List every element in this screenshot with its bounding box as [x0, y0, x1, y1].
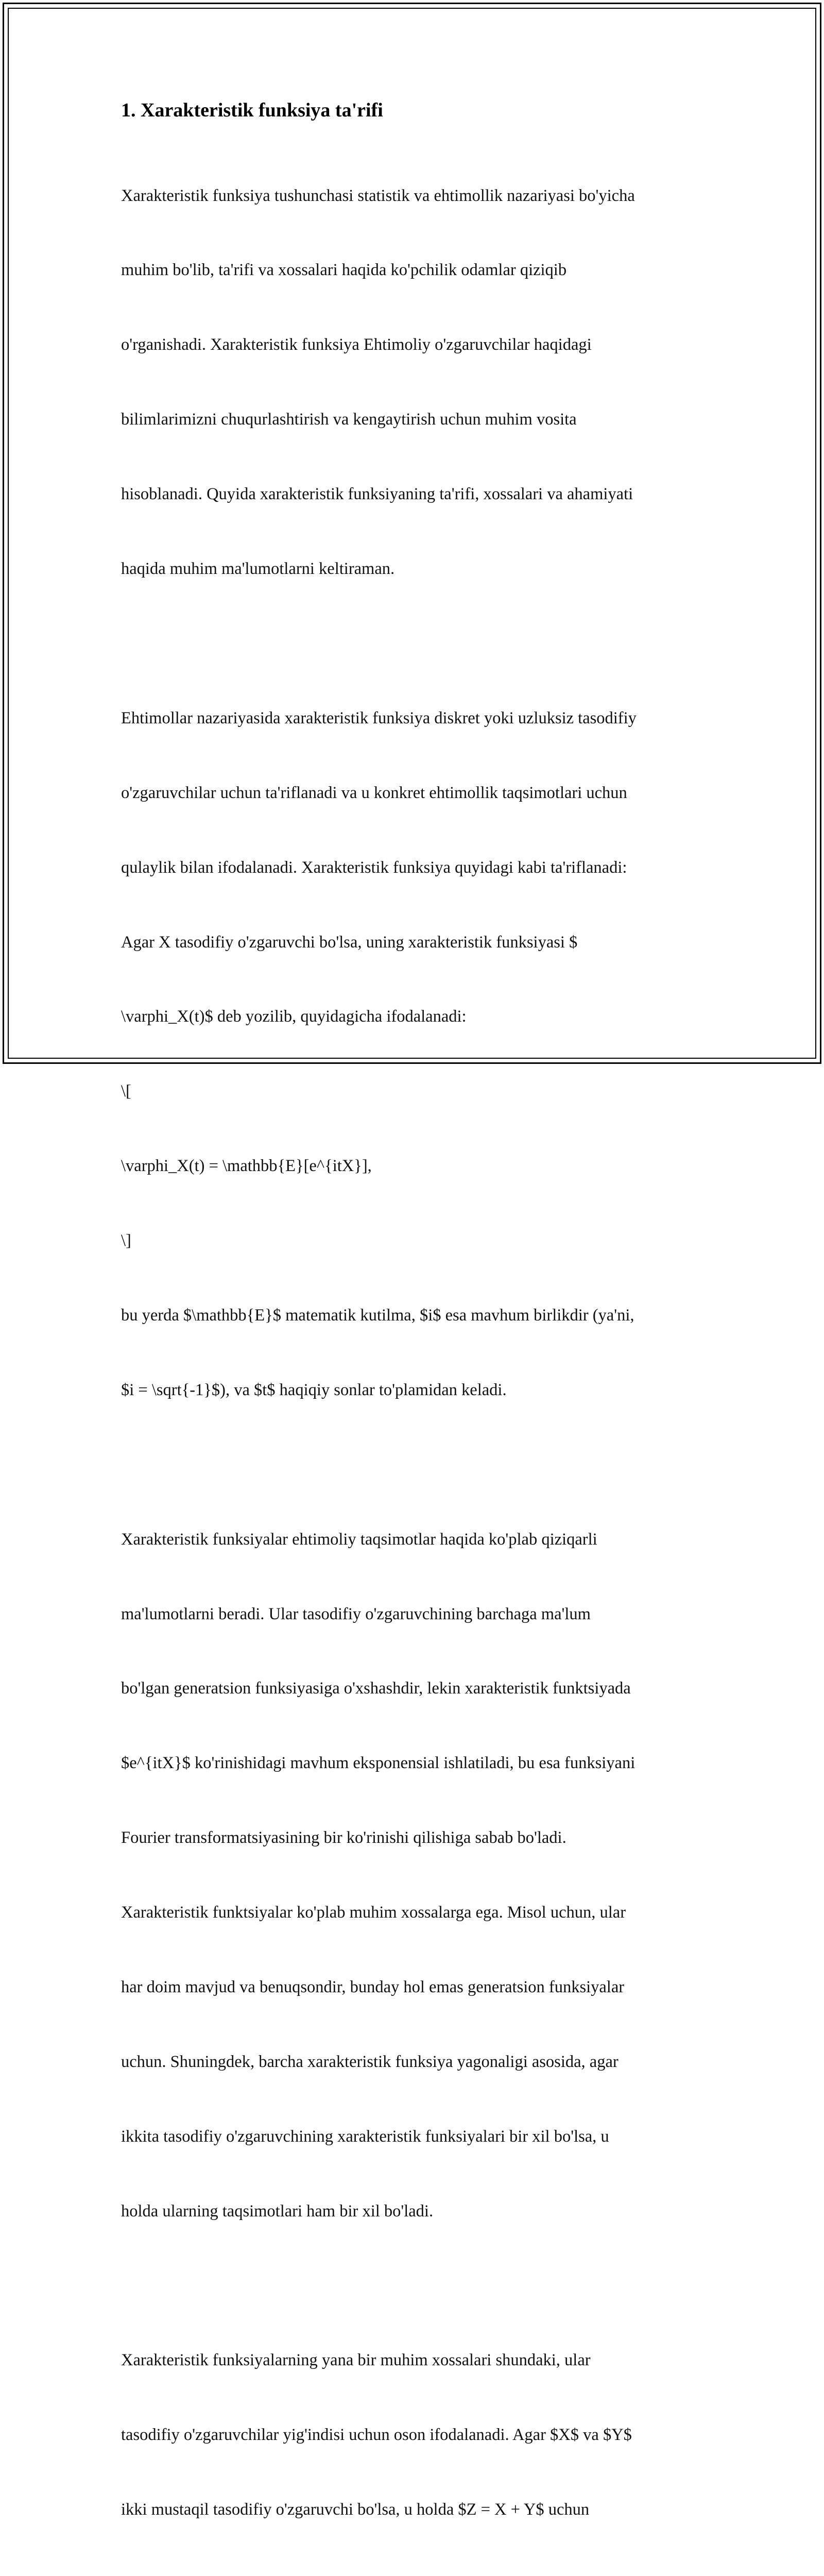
text-line: tasodifiy o'zgaruvchilar yig'indisi uchun oson ifodalanadi. Agar $X$ va $Y$	[121, 2426, 632, 2445]
paragraph-sum-property	[121, 2298, 708, 2576]
text-line: muhim bo'lib, ta'rifi va xossalari haqida ko'pchilik odamlar qiziqib	[121, 261, 567, 280]
section-heading: 1. Xarakteristik funksiya ta'rifi	[121, 99, 383, 121]
formula-open: \[	[121, 1082, 131, 1101]
text-line: Agar X tasodifiy o'zgaruvchi bo'lsa, uning xarakteristik funksiyasi $	[121, 933, 578, 952]
text-line: \varphi_X(t)$ deb yozilib, quyidagicha ifodalanadi:	[121, 1007, 467, 1026]
text-line: holda ularning taqsimotlari ham bir xil bo'ladi.	[121, 2201, 434, 2221]
text-line: o'rganishadi. Xarakteristik funksiya Ehtimoliy o'zgaruvchilar haqidagi	[121, 335, 592, 354]
text-line: har doim mavjud va benuqsondir, bunday hol emas generatsion funksiyalar	[121, 1977, 625, 1996]
paragraph-definition	[121, 656, 708, 1452]
paragraph-properties	[121, 1477, 708, 2274]
formula-close: \]	[121, 1231, 131, 1250]
text-line: hisoblanadi. Quyida xarakteristik funksiyaning ta'rifi, xossalari va ahamiyati	[121, 485, 633, 504]
text-line: Ehtimollar nazariyasida xarakteristik funksiya diskret yoki uzluksiz tasodifiy	[121, 708, 637, 727]
text-line: $e^{itX}$ ko'rinishidagi mavhum eksponensial ishlatiladi, bu esa funksiyani	[121, 1754, 636, 1773]
text-line: ma'lumotlarni beradi. Ular tasodifiy o'zgaruvchining barchaga ma'lum	[121, 1604, 591, 1623]
text-line: bu yerda $\mathbb{E}$ matematik kutilma, $i$ esa mavhum birlikdir (ya'ni,	[121, 1306, 634, 1325]
text-line: haqida muhim ma'lumotlarni keltiraman.	[121, 560, 395, 579]
document-body	[121, 97, 708, 2576]
text-line: bo'lgan generatsion funksiyasiga o'xshashdir, lekin xarakteristik funktsiyada	[121, 1679, 631, 1698]
text-line: ikkita tasodifiy o'zgaruvchining xarakteristik funksiyalari bir xil bo'lsa, u	[121, 2127, 609, 2146]
formula-body: \varphi_X(t) = \mathbb{E}[e^{itX}],	[121, 1157, 372, 1176]
text-line: ikki mustaqil tasodifiy o'zgaruvchi bo'lsa, u holda $Z = X + Y$ uchun	[121, 2500, 590, 2519]
text-line: Xarakteristik funksiyalarning yana bir muhim xossalari shundaki, ular	[121, 2351, 591, 2370]
paragraph-intro	[121, 133, 708, 631]
text-line: $i = \sqrt{-1}$), va $t$ haqiqiy sonlar to'plamidan keladi.	[121, 1380, 507, 1399]
text-line: uchun. Shuningdek, barcha xarakteristik funksiya yagonaligi asosida, agar	[121, 2052, 619, 2071]
text-line: qulaylik bilan ifodalanadi. Xarakteristik funksiya quyidagi kabi ta'riflanadi:	[121, 858, 627, 877]
text-line: bilimlarimizni chuqurlashtirish va kengaytirish uchun muhim vosita	[121, 410, 577, 429]
text-line: Xarakteristik funktsiyalar ko'plab muhim xossalarga ega. Misol uchun, ular	[121, 1903, 626, 1922]
text-line: Fourier transformatsiyasining bir ko'rinishi qilishiga sabab bo'ladi.	[121, 1828, 566, 1848]
text-line	[121, 2572, 708, 2576]
text-line: Xarakteristik funksiyalar ehtimoliy taqsimotlar haqida ko'plab qiziqarli	[121, 1530, 597, 1549]
text-line: o'zgaruvchilar uchun ta'riflanadi va u konkret ehtimollik taqsimotlari uchun	[121, 783, 627, 802]
text-line: Xarakteristik funksiya tushunchasi statistik va ehtimollik nazariyasi bo'yicha	[121, 186, 635, 205]
